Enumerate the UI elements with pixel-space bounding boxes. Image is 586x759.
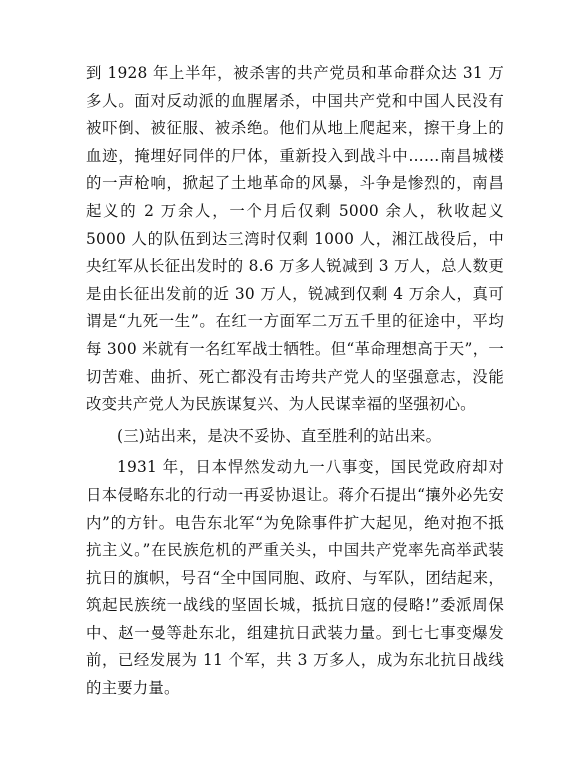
paragraph-massacre-and-long-march: 到 1928 年上半年，被杀害的共产党员和革命群众达 31 万多人。面对反动派的血腥屠杀，中国共产党和中国人民没有被吓倒、被征服、被杀绝。他们从地上爬起来，擦干身上的血迹，掩埋好同伴的尸体，重新投入到战斗中……南昌城楼的一声枪响，掀起了土地革命的风暴，斗争是惨烈的，南昌起义的 2 万余人，一个月后仅剩 5000 余人，秋收起义 5000 人的队伍到达三湾时仅剩 1000 人，湘江战役后，中央红军从长征出发时的 8.6 万多人锐减到 3 万人，总人数更是由长征出发前的近 30 万人，锐减到仅剩 4 万余人，真可谓是“九死一生”。在红一方面军二万五千里的征途中，平均每 300 米就有一名红军战士牺牲。但“革命理想高于天”，一切苦难、曲折、死亡都没有击垮共产党人的坚强意志，没能改变共产党人为民族谋复兴、为人民谋幸福的坚强初心。 — [86, 64, 504, 414]
section-heading-stand-up: (三)站出来，是决不妥协、直至胜利的站出来。 — [117, 426, 442, 445]
document-page — [86, 60, 504, 703]
paragraph-anti-japanese-resistance: 1931 年，日本悍然发动九一八事变，国民党政府却对日本侵略东北的行动一再妥协退让。蒋介石提出“攘外必先安内”的方针。电告东北军“为免除事件扩大起见，绝对抱不抵抗主义。”在民族危机的严重关头，中国共产党率先高举武装抗日的旗帜，号召“全中国同胞、政府、与军队，团结起来，筑起民族统一战线的坚固长城，抵抗日寇的侵略!”委派周保中、赵一曼等赴东北，组建抗日武装力量。到七七事变爆发前，已经发展为 11 个军，共 3 万多人，成为东北抗日战线的主要力量。 — [86, 458, 504, 698]
